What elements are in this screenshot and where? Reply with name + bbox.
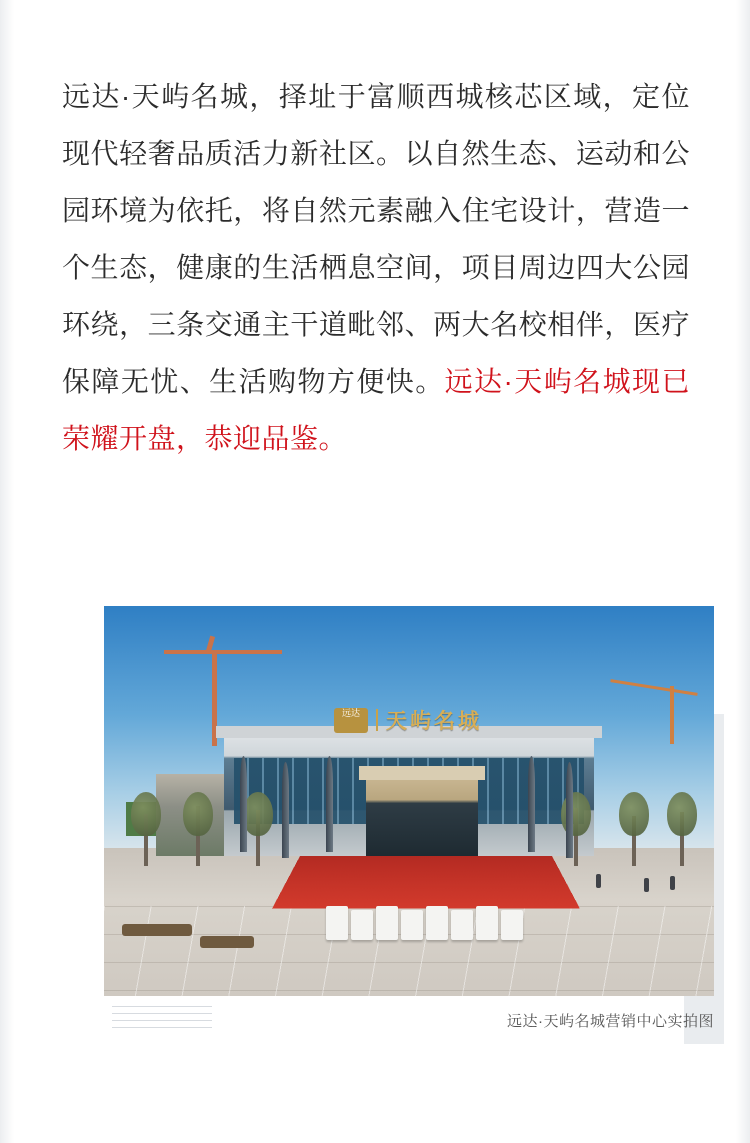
construction-crane-left-icon xyxy=(164,634,284,734)
badge-line-1: 远达 xyxy=(341,708,360,719)
decorative-arch xyxy=(566,762,573,858)
pedestrian xyxy=(670,876,675,890)
building-entrance xyxy=(366,774,478,860)
sales-center-figure xyxy=(104,606,714,1030)
pedestrian xyxy=(644,878,649,892)
tree xyxy=(144,814,148,866)
flower-bed xyxy=(200,936,254,948)
sales-center-photo xyxy=(104,606,714,996)
paragraph-text-accent: 远达·天屿名城现已荣耀开盘，恭迎品鉴。 xyxy=(62,366,690,454)
tree xyxy=(632,816,636,866)
decorative-arch xyxy=(240,756,247,852)
entrance-canopy xyxy=(359,766,485,780)
white-letter-sculpture xyxy=(326,898,566,940)
decorative-arch xyxy=(326,756,333,852)
flower-bed xyxy=(122,924,192,936)
tree xyxy=(196,806,200,866)
developer-logo-badge xyxy=(334,708,368,733)
photo-caption: 远达·天屿名城营销中心实拍图 xyxy=(507,1013,714,1030)
project-name-sign: 天屿名城 xyxy=(386,709,482,733)
tree xyxy=(574,808,578,866)
building-sign xyxy=(334,706,524,734)
tree xyxy=(256,810,260,866)
decorative-arch xyxy=(528,756,535,852)
decorative-arch xyxy=(282,762,289,858)
pedestrian xyxy=(596,874,601,888)
article-paragraph xyxy=(62,68,690,467)
paragraph-text-normal: 远达·天屿名城，择址于富顺西城核芯区域，定位现代轻奢品质活力新社区。以自然生态、运动和公园环境为依托，将自然元素融入住宅设计，营造一个生态，健康的生活栖息空间，项目周边四大公园环绕，三条交通主干道毗邻、两大名校相伴，医疗保障无忧、生活购物方便快。 xyxy=(62,81,690,397)
caption-decoration-lines xyxy=(112,1006,212,1032)
tree xyxy=(680,812,684,866)
construction-crane-right-icon xyxy=(610,676,700,746)
sign-divider xyxy=(376,709,378,731)
